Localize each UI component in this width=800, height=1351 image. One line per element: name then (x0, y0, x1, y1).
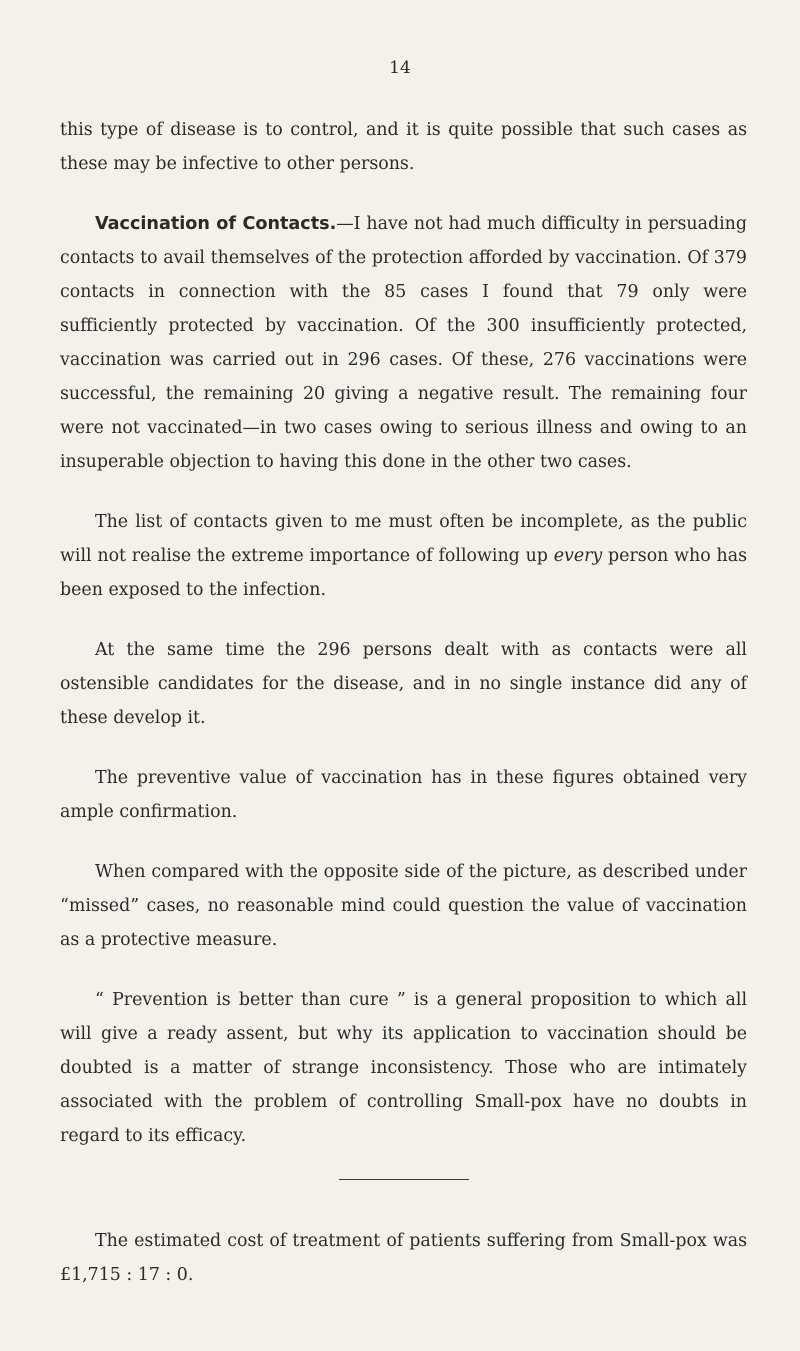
section-heading-vaccination-of-contacts: Vaccination of Contacts. (95, 214, 337, 234)
paragraph-list-of-contacts (60, 505, 747, 607)
paragraph-vaccination-body: —I have not had much difficulty in persuading contacts to avail themselves of the protection afforded by vaccination. Of 379 contacts in connection with the 85 cases I found that 79 only were sufficiently protected by vaccination. Of the 300 insufficiently protected, vaccination was carried out in 296 cases. Of these, 276 vaccinations were successful, the remaining 20 giving a negative result. The remaining four were not vaccinated—in two cases owing to serious illness and owing to an insuperable objection to having this done in the other two cases. (60, 214, 747, 472)
paragraph-list-text-end: person who has been exposed to the infection. (60, 546, 748, 600)
paragraph-list-text-start: The list of contacts given to me must often be incomplete, as the public will not realise the extreme importance of following up (60, 512, 747, 566)
paragraph-same-time: At the same time the 296 persons dealt with as contacts were all ostensible candidates for the disease, and in no single instance did any of these develop it. (60, 640, 747, 728)
paragraph-missed-cases: When compared with the opposite side of the picture, as described under “missed” cases, no reasonable mind could question the value of vaccination as a protective measure. (60, 862, 747, 950)
paragraph-vaccination-of-contacts (60, 207, 747, 479)
paragraph-prevention: “ Prevention is better than cure ” is a general proposition to which all will give a ready assent, but why its application to vaccination should be doubted is a matter of strange inconsistency. Those who are intimately associated with the problem of controlling Small-pox have no doubts in regard to its efficacy. (60, 990, 747, 1146)
body-text (60, 113, 747, 1318)
emphasis-every: every (553, 546, 603, 566)
section-divider (339, 1179, 469, 1180)
paragraph-continuation: this type of disease is to control, and it is quite possible that such cases as these may be infective to other persons. (60, 120, 747, 174)
paragraph-preventive-value: The preventive value of vaccination has in these figures obtained very ample confirmation. (60, 768, 747, 822)
paragraph-estimated-cost: The estimated cost of treatment of patients suffering from Small-pox was £1,715 : 17 : 0. (60, 1231, 747, 1285)
page-number: 14 (389, 58, 411, 78)
